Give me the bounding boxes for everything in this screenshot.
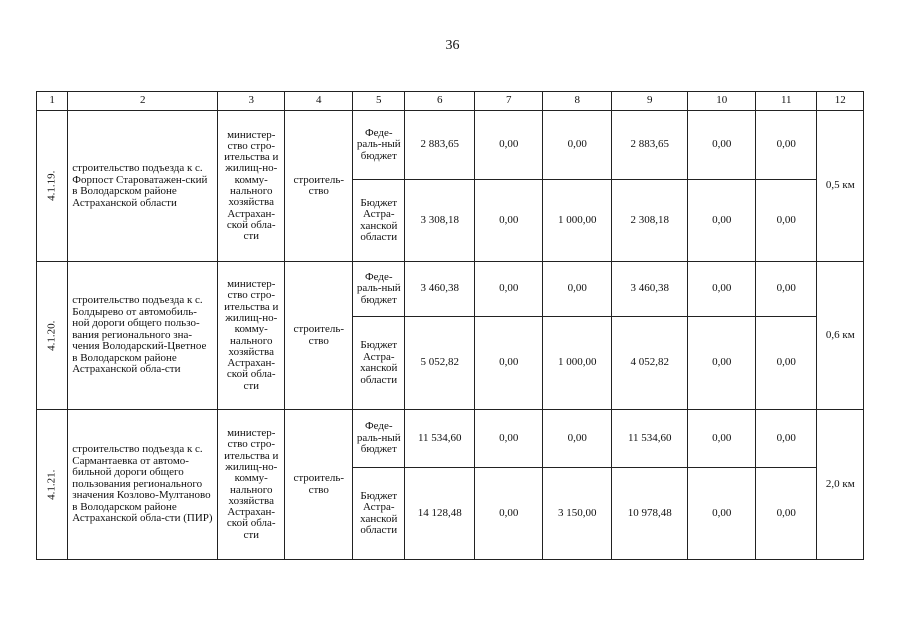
- table-row: [37, 111, 864, 180]
- funding-source: Феде-раль-ный бюджет: [353, 111, 405, 180]
- value-col11: 0,00: [756, 410, 817, 468]
- value-col8: 1 000,00: [543, 317, 612, 410]
- value-col11: 0,00: [756, 262, 817, 317]
- value-col11: 0,00: [756, 468, 817, 560]
- value-col9: 4 052,82: [612, 317, 688, 410]
- table-row: [37, 410, 864, 468]
- value-col10: 0,00: [688, 180, 756, 262]
- value-col10: 0,00: [688, 262, 756, 317]
- value-col8: 0,00: [543, 410, 612, 468]
- value-col9: 2 308,18: [612, 180, 688, 262]
- page-number: 36: [445, 38, 460, 53]
- value-col7: 0,00: [475, 180, 543, 262]
- value-col7: 0,00: [475, 262, 543, 317]
- value-col8: 1 000,00: [543, 180, 612, 262]
- value-col8: 0,00: [543, 111, 612, 180]
- item-code-cell: [37, 111, 68, 262]
- item-result: 2,0 км: [817, 410, 864, 560]
- value-col6: 3 460,38: [405, 262, 475, 317]
- item-code-cell: [37, 262, 68, 410]
- item-name: строительство подъезда к с. Болдырево от автомобиль-ной дороги общего пользо-вания регионального зна-чения Володарский-Цветное в Володарском районе Астраханской обла-сти: [68, 262, 218, 410]
- col-header-4: 4: [285, 92, 353, 111]
- value-col10: 0,00: [688, 410, 756, 468]
- funding-source: Бюджет Астра-ханской области: [353, 317, 405, 410]
- col-header-3: 3: [218, 92, 285, 111]
- value-col11: 0,00: [756, 180, 817, 262]
- col-header-2: 2: [68, 92, 218, 111]
- item-executor: министер-ство стро-ительства и жилищ-но-комму-нального хозяйства Астрахан-ской обла-сти: [218, 410, 285, 560]
- item-code-cell: [37, 410, 68, 560]
- table-row: [37, 262, 864, 317]
- value-col9: 10 978,48: [612, 468, 688, 560]
- value-col10: 0,00: [688, 111, 756, 180]
- item-name: строительство подъезда к с. Сармантаевка от автомо-бильной дороги общего пользования регионального значения Козлово-Мултаново в Володарском районе Астраханской обла-сти (ПИР): [68, 410, 218, 560]
- col-header-7: 7: [475, 92, 543, 111]
- item-code: 4.1.21.: [45, 469, 58, 500]
- budget-table: [36, 91, 864, 560]
- value-col11: 0,00: [756, 317, 817, 410]
- value-col7: 0,00: [475, 468, 543, 560]
- item-type: строитель-ство: [285, 111, 353, 262]
- col-header-12: 12: [817, 92, 864, 111]
- value-col7: 0,00: [475, 410, 543, 468]
- value-col9: 3 460,38: [612, 262, 688, 317]
- value-col8: 3 150,00: [543, 468, 612, 560]
- item-type: строитель-ство: [285, 262, 353, 410]
- value-col10: 0,00: [688, 317, 756, 410]
- header-row: [37, 92, 864, 111]
- item-type: строитель-ство: [285, 410, 353, 560]
- value-col6: 14 128,48: [405, 468, 475, 560]
- col-header-6: 6: [405, 92, 475, 111]
- col-header-1: 1: [37, 92, 68, 111]
- item-result: 0,6 км: [817, 262, 864, 410]
- value-col9: 2 883,65: [612, 111, 688, 180]
- item-code: 4.1.19.: [45, 170, 58, 202]
- col-header-5: 5: [353, 92, 405, 111]
- item-result: 0,5 км: [817, 111, 864, 262]
- value-col6: 2 883,65: [405, 111, 475, 180]
- col-header-10: 10: [688, 92, 756, 111]
- value-col10: 0,00: [688, 468, 756, 560]
- item-executor: министер-ство стро-ительства и жилищ-но-комму-нального хозяйства Астрахан-ской обла-сти: [218, 111, 285, 262]
- value-col11: 0,00: [756, 111, 817, 180]
- item-code: 4.1.20.: [45, 320, 58, 351]
- value-col9: 11 534,60: [612, 410, 688, 468]
- value-col6: 11 534,60: [405, 410, 475, 468]
- col-header-11: 11: [756, 92, 817, 111]
- funding-source: Бюджет Астра-ханской области: [353, 468, 405, 560]
- value-col6: 5 052,82: [405, 317, 475, 410]
- funding-source: Феде-раль-ный бюджет: [353, 262, 405, 317]
- funding-source: Феде-раль-ный бюджет: [353, 410, 405, 468]
- value-col7: 0,00: [475, 317, 543, 410]
- item-executor: министер-ство стро-ительства и жилищ-но-комму-нального хозяйства Астрахан-ской обла-сти: [218, 262, 285, 410]
- value-col8: 0,00: [543, 262, 612, 317]
- value-col7: 0,00: [475, 111, 543, 180]
- col-header-9: 9: [612, 92, 688, 111]
- item-name: строительство подъезда к с. Форпост Староватажен-ский в Володарском районе Астраханской области: [68, 111, 218, 262]
- value-col6: 3 308,18: [405, 180, 475, 262]
- col-header-8: 8: [543, 92, 612, 111]
- funding-source: Бюджет Астра-ханской области: [353, 180, 405, 262]
